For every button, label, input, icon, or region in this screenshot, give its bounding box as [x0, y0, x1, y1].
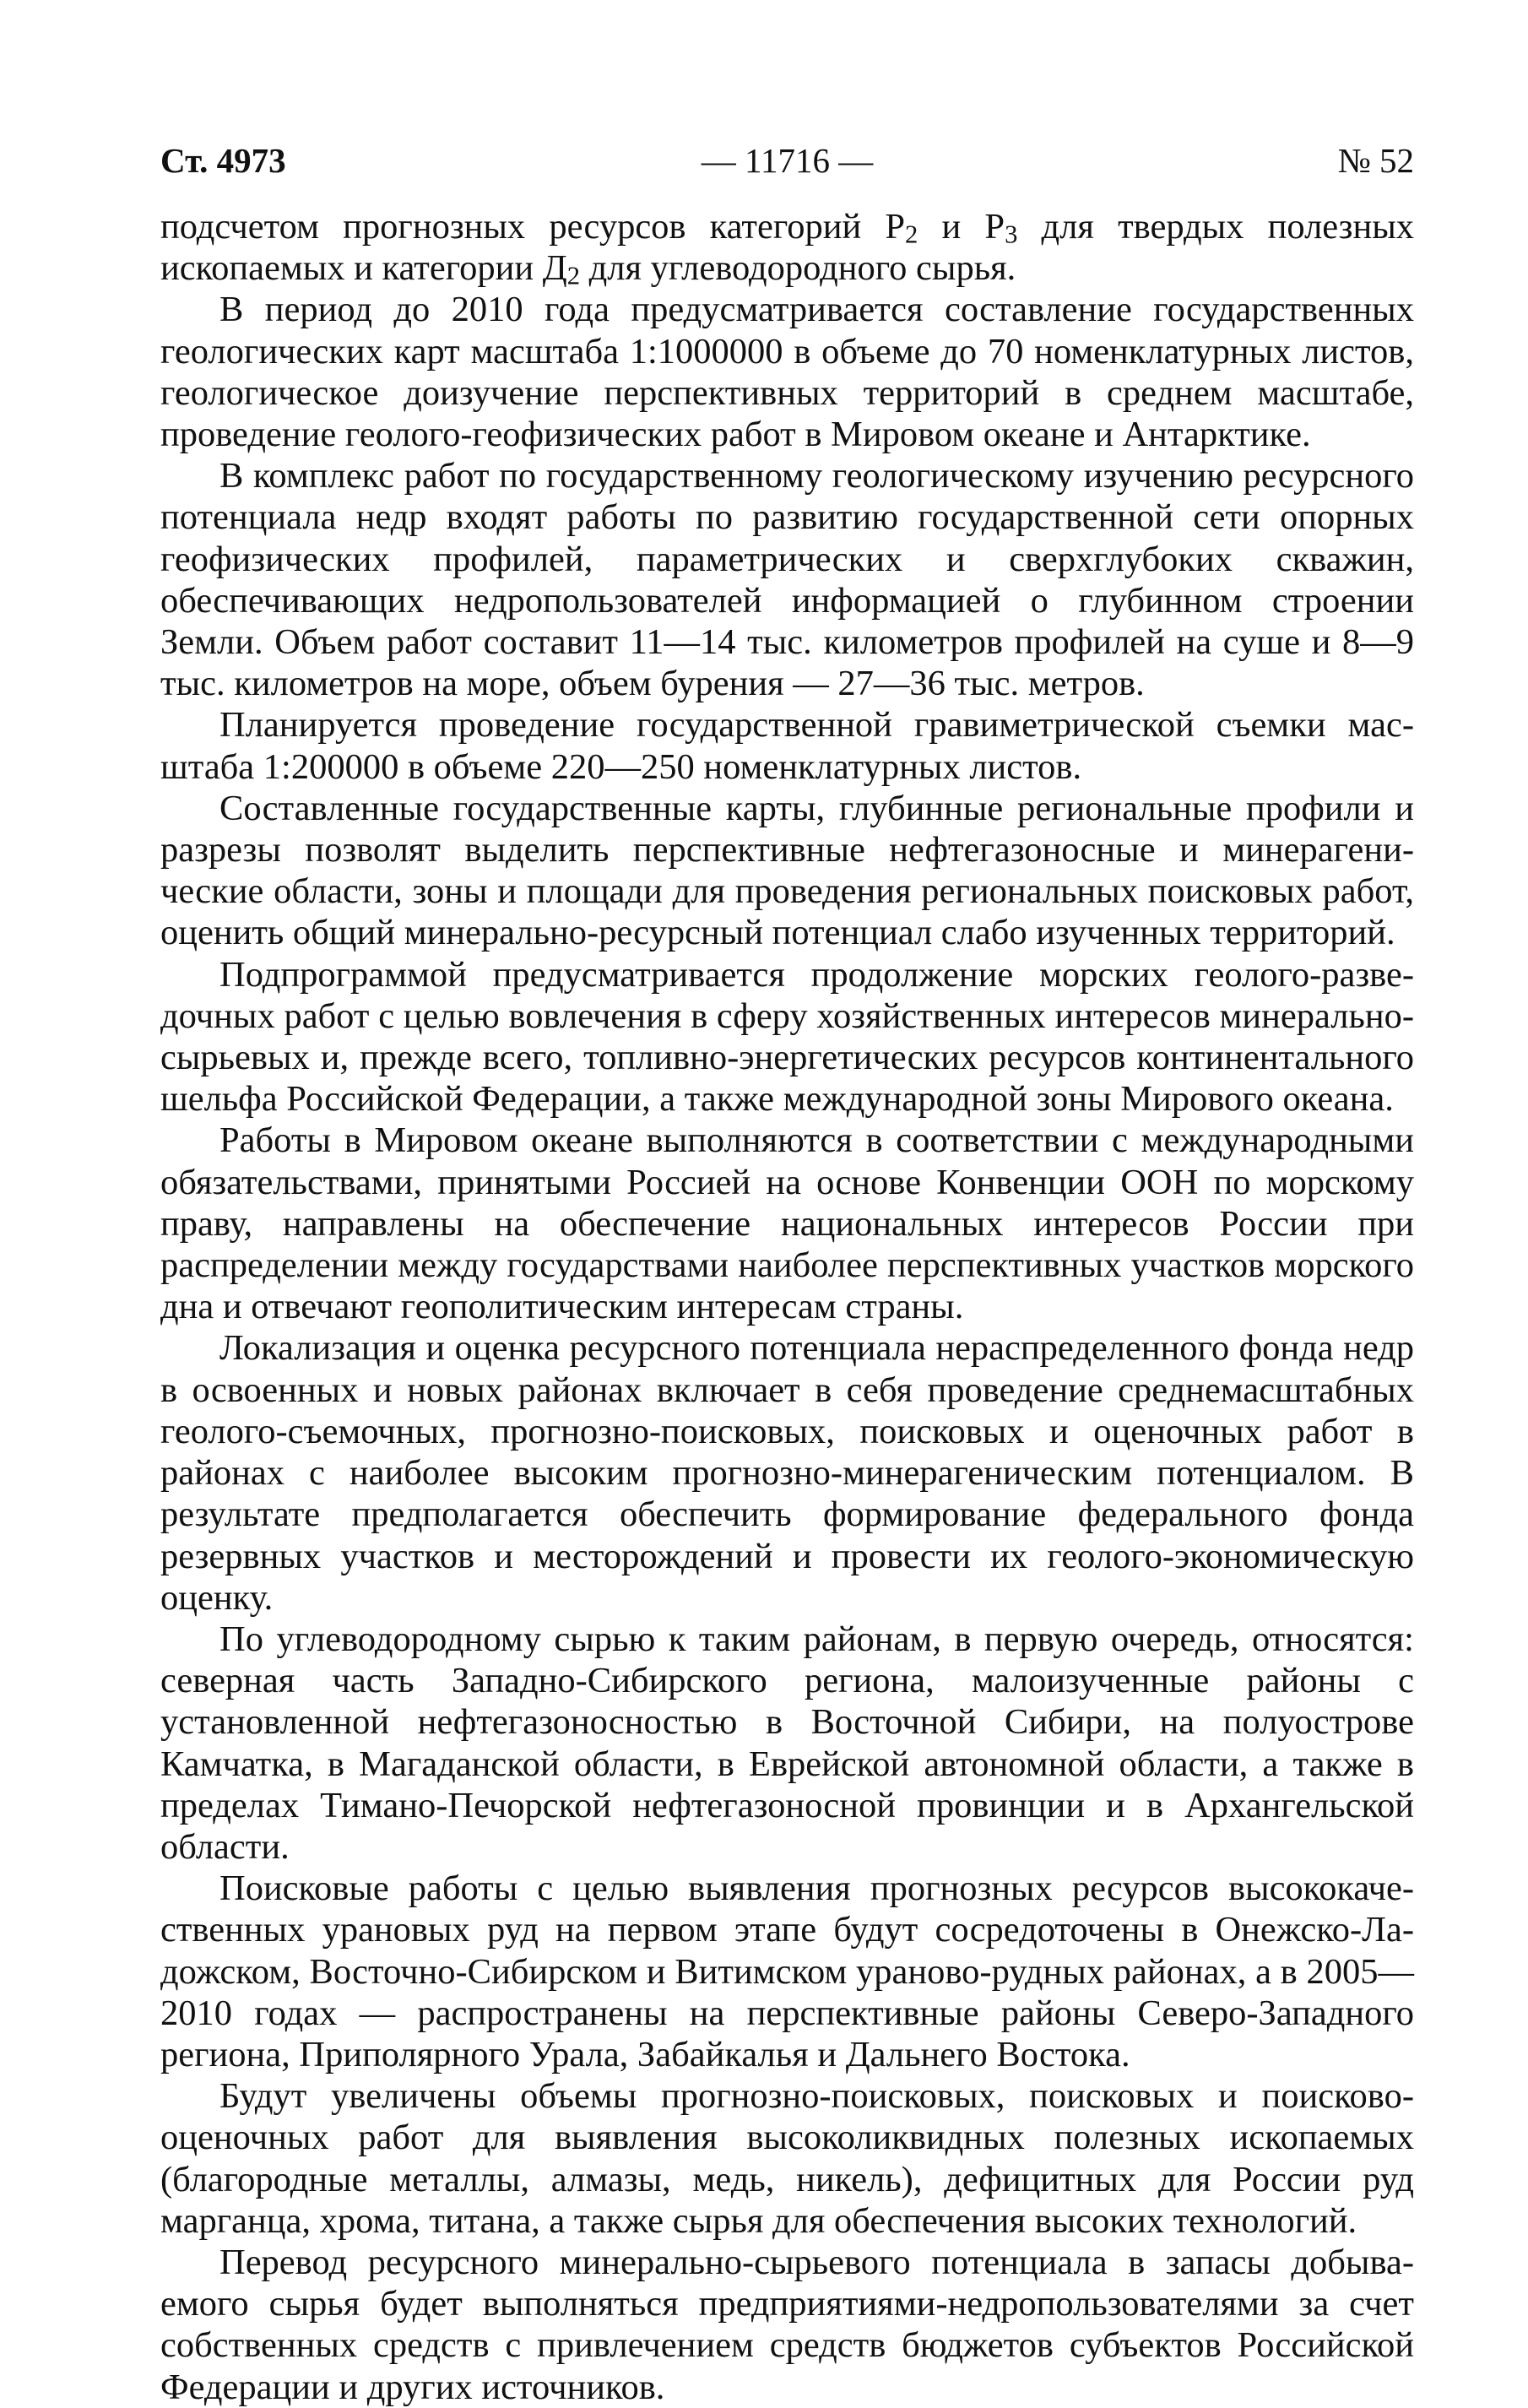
issue-number: № 52: [1337, 141, 1414, 180]
paragraph: Подпрограммой предусматривается продолжение морских геолого-разведочных работ с целью вовлечения в сферу хозяйственных интересов минерально-сырьевых и, прежде всего, топливно-энергетических ресурсов континентального шельфа Российской Федерации, а также международной зоны Мирового океана.: [160, 954, 1414, 1120]
paragraph: Локализация и оценка ресурсного потенциала нераспределенного фонда недр в освоенных и новых районах включает в себя проведение среднемасштабных геолого-съемочных, прогнозно-поисковых, поисковых и оценочных работ в районах с наиболее высоким прогнозно-минерагеническим потенциалом. В результате предполагается обеспечить формирование федерального фонда резервных участков и месторождений и провести их геолого-экономическую оценку.: [160, 1328, 1414, 1618]
paragraph: В период до 2010 года предусматривается составление государственных геологических карт масштаба 1:1000000 в объеме до 70 номенклатурных листов, геологическое доизучение перспективных территорий в среднем масштабе, проведение геолого-геофизических работ в Мировом океане и Антарктике.: [160, 290, 1414, 455]
paragraph: Поисковые работы с целью выявления прогнозных ресурсов высококачественных урановых руд на первом этапе будут сосредоточены в Онежско-Ладожском, Восточно-Сибирском и Витимском ураново-рудных районах, а в 2005—2010 годах — распространены на перспективные районы Северо-Западного региона, Приполярного Урала, Забайкалья и Дальнего Востока.: [160, 1868, 1414, 2074]
page-number: — 11716 —: [701, 141, 874, 180]
body-text: [160, 206, 1414, 2408]
paragraph: Составленные государственные карты, глубинные региональные профили и разрезы позволят выделить перспективные нефтегазоносные и минерагенические области, зоны и площади для проведения региональных поисковых работ, оценить общий минерально-ресурсный потенциал слабо изученных территорий.: [160, 788, 1414, 953]
paragraph: Планируется проведение государственной гравиметрической съемки масштаба 1:200000 в объеме 220—250 номенклатурных листов.: [160, 705, 1414, 787]
article-number: Ст. 4973: [160, 141, 286, 180]
paragraph: Работы в Мировом океане выполняются в соответствии с международными обязательствами, принятыми Россией на основе Конвенции ООН по морскому праву, направлены на обеспечение национальных интересов России при распределении между государствами наиболее перспективных участков морского дна и отвечают геополитическим интересам страны.: [160, 1120, 1414, 1327]
paragraph: В комплекс работ по государственному геологическому изучению ресурсного потенциала недр входят работы по развитию государственной сети опорных геофизических профилей, параметрических и сверхглубоких скважин, обеспечивающих недропользователей информацией о глубинном строении Земли. Объем работ составит 11—14 тыс. километров профилей на суше и 8—9 тыс. километров на море, объем бурения — 27—36 тыс. метров.: [160, 456, 1414, 704]
paragraph: По углеводородному сырью к таким районам, в первую очередь, относятся: северная часть Западно-Сибирского региона, малоизученные районы с установленной нефтегазоносностью в Восточной Сибири, на полуострове Камчатка, в Магаданской области, в Еврейской автономной области, а также в пределах Тимано-Печорской нефтегазоносной провинции и в Архангельской области.: [160, 1619, 1414, 1867]
paragraph: Перевод ресурсного минерально-сырьевого потенциала в запасы добываемого сырья будет выполняться предприятиями-недропользователями за счет собственных средств с привлечением средств бюджетов субъектов Российской Федерации и других источников.: [160, 2242, 1414, 2407]
paragraph-continuation: подсчетом прогнозных ресурсов категорий $Р_2$ и $Р_3$ для твердых полезных ископаемых и категории $Д_2$ для углеводородного сырья.: [160, 207, 1415, 290]
page-header: [160, 127, 1414, 194]
paragraph: Будут увеличены объемы прогнозно-поисковых, поисковых и поисковооценочных работ для выявления высоколиквидных полезных ископаемых (благородные металлы, алмазы, медь, никель), дефицитных для России руд марганца, хрома, титана, а также сырья для обеспечения высоких технологий.: [160, 2076, 1414, 2241]
document-page: [160, 127, 1415, 2407]
